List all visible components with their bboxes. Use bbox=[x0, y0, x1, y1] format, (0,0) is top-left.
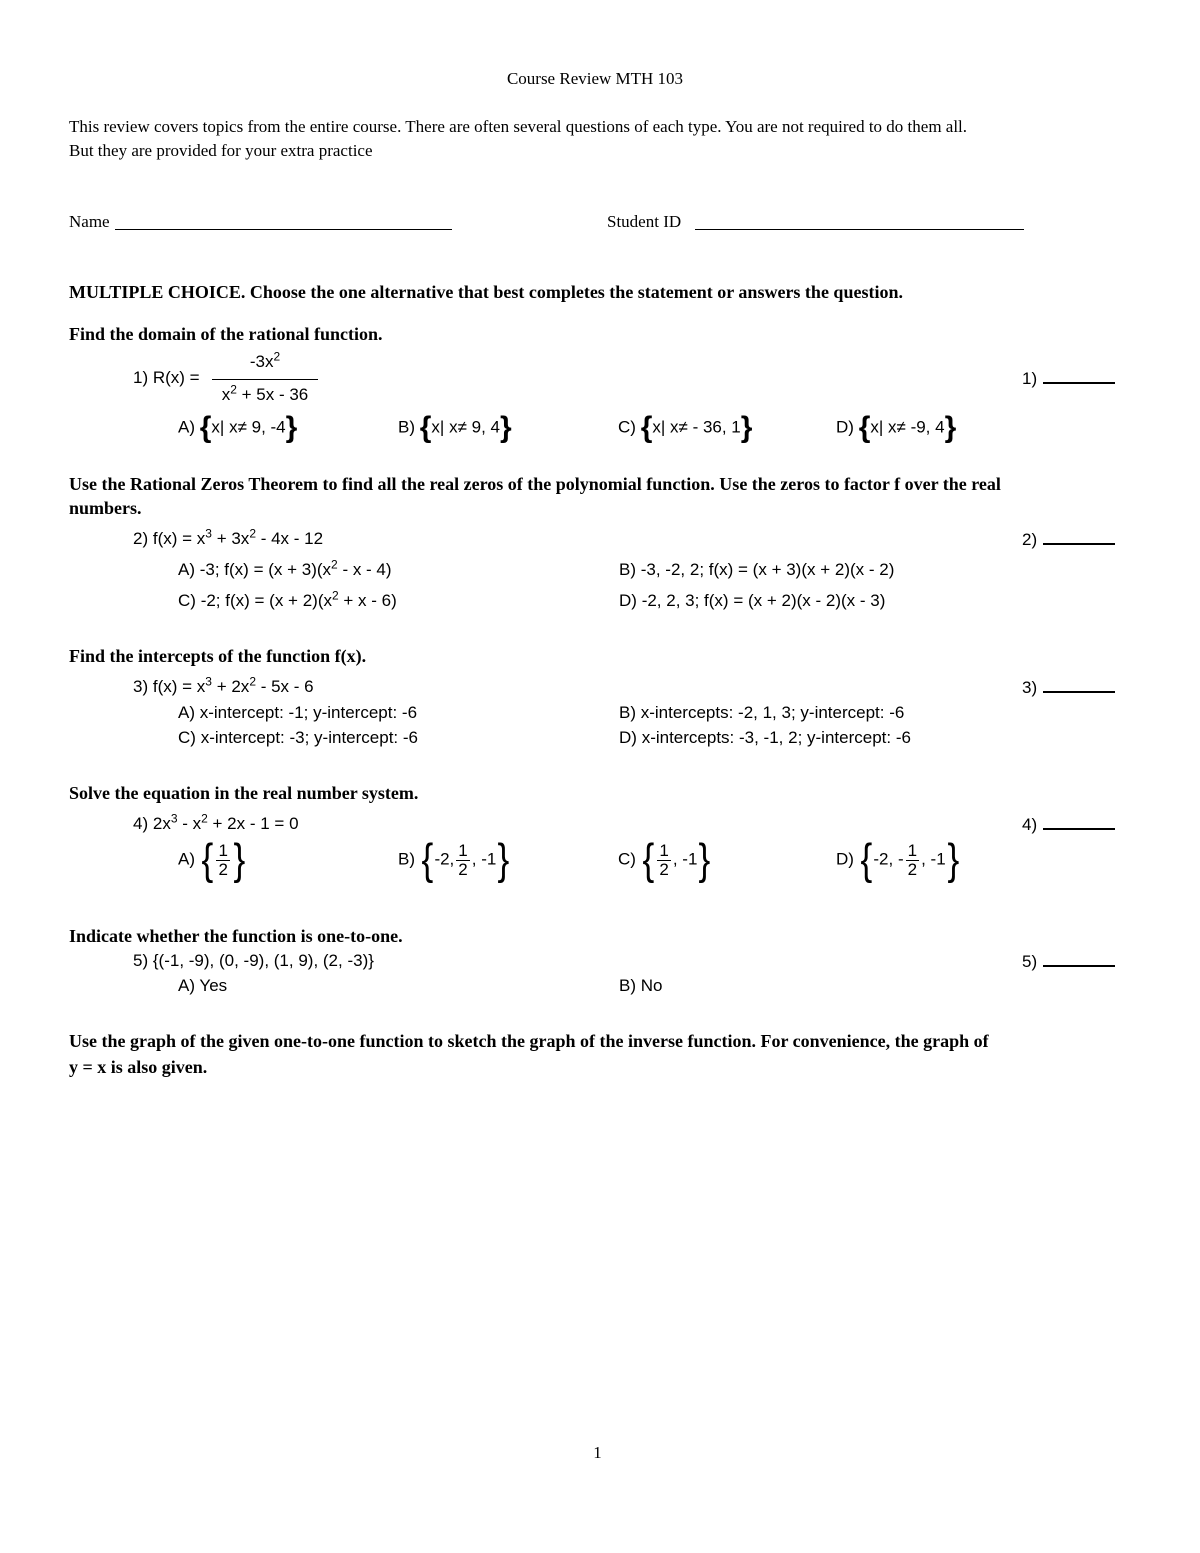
section-heading-3: Find the intercepts of the function f(x). bbox=[69, 646, 367, 666]
q3-option-b[interactable]: B) x-intercepts: -2, 1, 3; y-intercept: -6 bbox=[619, 703, 905, 722]
q4-option-d[interactable]: D) {-2, - $\frac{1}{2}$ , -1} bbox=[836, 835, 959, 884]
question-4: 4) $2x^3 - x^2 + 2x - 1 = 0$ bbox=[133, 811, 299, 833]
q2-option-b[interactable]: B) -3, -2, 2; f(x) = (x + 3)(x + 2)(x - 2) bbox=[619, 560, 895, 579]
student-id-label: Student ID bbox=[607, 212, 682, 231]
section-heading-2b: numbers. bbox=[69, 498, 142, 518]
page-title: Course Review MTH 103 bbox=[506, 69, 684, 88]
q1-option-d[interactable]: D) {x| x≠ -9, 4} bbox=[836, 411, 957, 444]
intro-line-1: This review covers topics from the entire course. There are often several questions of each type. You are not required to do them all. bbox=[69, 117, 968, 136]
q2-option-a[interactable]: A) -3; $f(x) = (x + 3)(x^2 - x - 4)$ bbox=[178, 557, 392, 579]
q3-option-a[interactable]: A) x-intercept: -1; y-intercept: -6 bbox=[178, 703, 418, 722]
section-heading-5: Indicate whether the function is one-to-one. bbox=[69, 926, 403, 946]
answer-slot-5[interactable]: 5) bbox=[1022, 951, 1115, 972]
question-1 bbox=[133, 368, 200, 388]
fraction-bar bbox=[212, 379, 318, 380]
q1-option-a[interactable]: A) {x| x≠ 9, -4} bbox=[178, 411, 298, 444]
page-number: 1 bbox=[593, 1443, 602, 1462]
answer-slot-3[interactable]: 3) bbox=[1022, 677, 1115, 698]
q3-option-d[interactable]: D) x-intercepts: -3, -1, 2; y-intercept: -6 bbox=[619, 728, 911, 747]
q5-option-b[interactable]: B) No bbox=[619, 976, 663, 995]
question-1-lhs: R(x) = bbox=[152, 368, 200, 387]
name-label: Name bbox=[69, 212, 110, 231]
question-number: 1) bbox=[133, 368, 149, 387]
section-heading-6b: y = x is also given. bbox=[69, 1057, 208, 1077]
q1-option-c[interactable]: C) {x| x≠ - 36, 1} bbox=[618, 411, 753, 444]
section-heading-2a: Use the Rational Zeros Theorem to find all the real zeros of the polynomial function. Use the zeros to factor f over the real bbox=[69, 474, 1001, 494]
q1-numerator: $-3x^2$ bbox=[249, 349, 281, 371]
intro-line-2: But they are provided for your extra practice bbox=[69, 141, 373, 160]
question-3: 3) $f(x) = x^3 + 2x^2 - 5x - 6$ bbox=[133, 674, 314, 696]
q4-option-c[interactable]: C) { $\frac{1}{2}$ , -1} bbox=[618, 835, 711, 884]
answer-slot-4[interactable]: 4) bbox=[1022, 814, 1115, 835]
q2-option-d[interactable]: D) -2, 2, 3; f(x) = (x + 2)(x - 2)(x - 3) bbox=[619, 591, 886, 610]
q4-option-a[interactable]: A) { $\frac{1}{2}$ } bbox=[178, 835, 246, 884]
section-heading-4: Solve the equation in the real number system. bbox=[69, 783, 419, 803]
section-heading-1: Find the domain of the rational function. bbox=[69, 324, 383, 344]
q1-option-b[interactable]: B) {x| x≠ 9, 4} bbox=[398, 411, 512, 444]
answer-slot-2[interactable]: 2) bbox=[1022, 529, 1115, 550]
answer-slot-1[interactable]: 1) bbox=[1022, 368, 1115, 389]
question-5: 5) {(-1, -9), (0, -9), (1, 9), (2, -3)} bbox=[133, 951, 374, 970]
q2-option-c[interactable]: C) -2; $f(x) = (x + 2)(x^2 + x - 6)$ bbox=[178, 588, 397, 610]
section-heading-6a: Use the graph of the given one-to-one function to sketch the graph of the inverse function. For convenience, the graph of bbox=[69, 1031, 989, 1051]
name-field[interactable] bbox=[115, 229, 452, 230]
q1-denominator: $x^2 + 5x - 36$ bbox=[221, 382, 309, 404]
q5-option-a[interactable]: A) Yes bbox=[178, 976, 228, 995]
q3-option-c[interactable]: C) x-intercept: -3; y-intercept: -6 bbox=[178, 728, 418, 747]
student-id-field[interactable] bbox=[695, 229, 1024, 230]
instructions: MULTIPLE CHOICE. Choose the one alternative that best completes the statement or answers the question. bbox=[69, 282, 903, 302]
q4-option-b[interactable]: B) {-2, $\frac{1}{2}$ , -1} bbox=[398, 835, 510, 884]
question-2: 2) $f(x) = x^3 + 3x^2 - 4x - 12$ bbox=[133, 526, 324, 548]
